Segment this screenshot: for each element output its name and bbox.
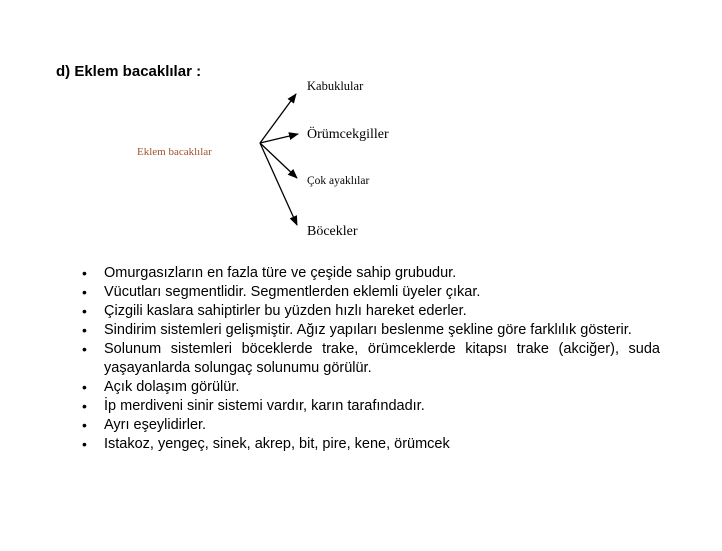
bullet-icon: • xyxy=(82,303,87,319)
list-item-text: Istakoz, yengeç, sinek, akrep, bit, pire, kene, örümcek xyxy=(104,436,450,452)
branch-label-bocekler: Böcekler xyxy=(307,224,358,239)
list-item xyxy=(80,378,660,397)
list-item xyxy=(80,283,660,302)
bullet-icon: • xyxy=(82,322,87,338)
classification-diagram xyxy=(0,0,722,260)
arrow-to-cok-ayaklilar xyxy=(260,143,297,178)
bullet-icon: • xyxy=(82,265,87,281)
list-item xyxy=(80,416,660,435)
bullet-icon: • xyxy=(82,436,87,452)
bullet-icon: • xyxy=(82,398,87,414)
bullet-icon: • xyxy=(82,284,87,300)
list-item xyxy=(80,340,660,378)
list-item-text: Ayrı eşeylidirler. xyxy=(104,417,207,433)
diagram-root-label: Eklem bacaklılar xyxy=(137,146,212,158)
list-item-text: Açık dolaşım görülür. xyxy=(104,379,240,395)
list-item xyxy=(80,435,660,454)
bullet-icon: • xyxy=(82,417,87,433)
list-item-text: Solunum sistemleri böceklerde trake, örümceklerde kitapsı trake (akciğer), suda yaşayanlarda solungaç solunumu görülür. xyxy=(104,341,660,376)
list-item-text: Omurgasızların en fazla türe ve çeşide sahip grubudur. xyxy=(104,265,457,281)
list-item xyxy=(80,397,660,416)
list-item xyxy=(80,302,660,321)
branch-label-orumcekgiller: Örümcekgiller xyxy=(307,127,389,142)
list-item-text: Vücutları segmentlidir. Segmentlerden eklemli üyeler çıkar. xyxy=(104,284,481,300)
list-item-text: İp merdiveni sinir sistemi vardır, karın tarafındadır. xyxy=(104,398,425,414)
arrow-to-bocekler xyxy=(260,143,297,225)
bullet-icon: • xyxy=(82,379,87,395)
list-item xyxy=(80,321,660,340)
branch-label-kabuklular: Kabuklular xyxy=(307,79,364,93)
section-heading: d) Eklem bacaklılar : xyxy=(56,63,202,80)
bullet-list xyxy=(80,264,660,454)
branch-label-cok-ayaklilar: Çok ayaklılar xyxy=(307,175,370,187)
list-item-text: Çizgili kaslara sahiptirler bu yüzden hızlı hareket ederler. xyxy=(104,303,467,319)
list-item-text: Sindirim sistemleri gelişmiştir. Ağız yapıları beslenme şekline göre farklılık gösterir. xyxy=(104,322,632,338)
bullet-icon: • xyxy=(82,341,87,357)
list-item xyxy=(80,264,660,283)
